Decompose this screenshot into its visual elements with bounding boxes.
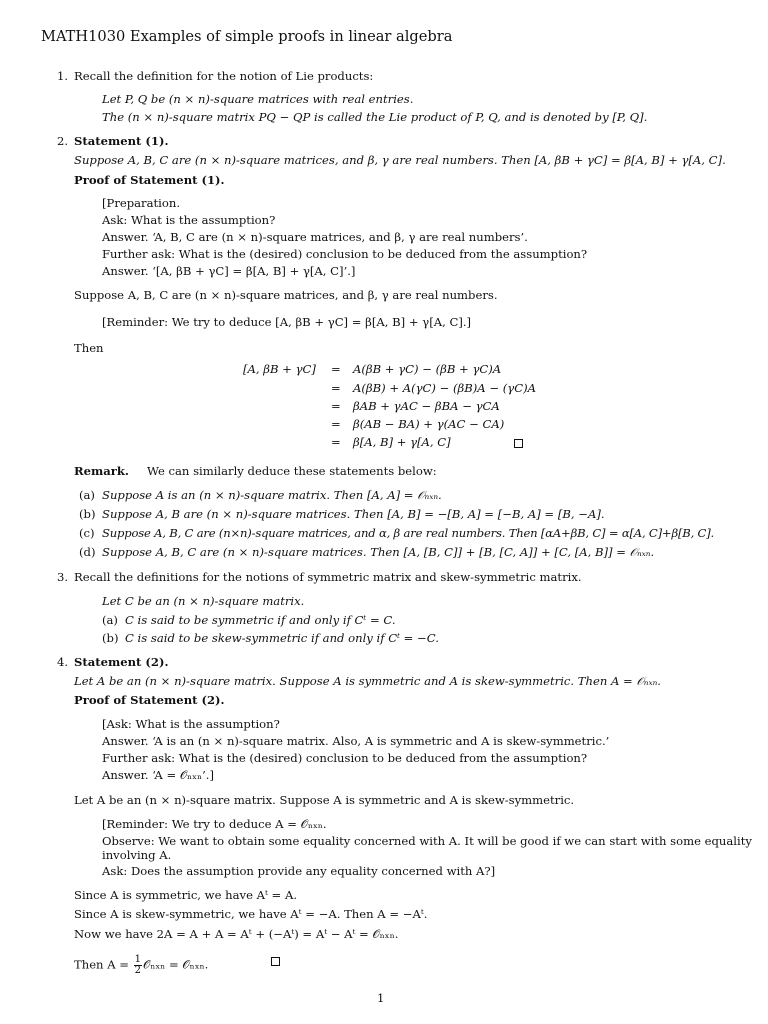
fraction-numerator: 1: [134, 954, 142, 965]
item1-intro: Recall the definition for the notion of Lie products:: [74, 69, 374, 83]
equation-rhs-line: βAB + γAC − βBA − γCA: [353, 399, 500, 413]
lie-definition-line-2: The (n × n)-square matrix PQ − QP is called the Lie product of P, Q, and is denoted by [P, Q].: [102, 110, 648, 124]
preparation-line: Answer. ‘A is an (n × n)-square matrix. Also, A is symmetric and A is skew-symmetric.’: [102, 734, 610, 748]
then-prefix: Then A =: [74, 957, 133, 972]
proof-1-then: Then: [74, 341, 104, 355]
qed-square-icon: [271, 957, 280, 966]
proof-1-suppose: Suppose A, B, C are (n × n)-square matrices, and β, γ are real numbers.: [74, 288, 498, 302]
page-title: MATH1030 Examples of simple proofs in linear algebra: [41, 28, 453, 45]
definition-skew-symmetric: C is said to be skew-symmetric if and only if Cᵗ = −C.: [125, 631, 439, 645]
proof-2-since-skew: Since A is skew-symmetric, we have Aᵗ = −A. Then A = −Aᵗ.: [74, 907, 428, 921]
item3-intro: Recall the definitions for the notions of symmetric matrix and skew-symmetric matrix.: [74, 570, 582, 584]
preparation-line: [Ask: What is the assumption?: [102, 717, 280, 731]
page-number: 1: [377, 991, 385, 1005]
item-number: 2.: [57, 134, 69, 148]
preparation-line: Answer. ‘[A, βB + γC] = β[A, B] + γ[A, C]’.]: [102, 264, 356, 278]
remark-label: (d): [79, 545, 96, 559]
equation-rhs-line: A(βB) + A(γC) − (βB)A − (γC)A: [353, 381, 536, 395]
equation-rhs-line: β(AB − BA) + γ(AC − CA): [353, 417, 505, 431]
reminder-line: Observe: We want to obtain some equality concerned with A. It will be good if we can start with some equality: [102, 834, 752, 848]
proof-2-heading: Proof of Statement (2).: [74, 693, 225, 707]
remark-text: We can similarly deduce these statements below:: [147, 464, 437, 478]
item3-let: Let C be an (n × n)-square matrix.: [102, 594, 305, 608]
equation-equals: =: [331, 362, 341, 376]
reminder-line: involving A.: [102, 848, 172, 862]
equation-equals: =: [331, 435, 341, 449]
item-number: 3.: [57, 570, 69, 584]
reminder-line: Ask: Does the assumption provide any equality concerned with A?]: [102, 864, 496, 878]
equation-rhs-line: A(βB + γC) − (βB + γC)A: [353, 362, 502, 376]
fraction-denominator: 2: [134, 965, 142, 976]
statement-1-heading: Statement (1).: [74, 134, 169, 148]
equation-equals: =: [331, 399, 341, 413]
statement-2-heading: Statement (2).: [74, 655, 169, 669]
proof-2-let: Let A be an (n × n)-square matrix. Suppose A is symmetric and A is skew-symmetric.: [74, 793, 575, 807]
item-number: 1.: [57, 69, 69, 83]
then-suffix: 𝒪ₙₓₙ = 𝒪ₙₓₙ.: [143, 957, 209, 972]
equation-lhs: [A, βB + γC]: [243, 362, 316, 376]
remark-item: Suppose A, B are (n × n)-square matrices. Then [A, B] = −[B, A] = [−B, A] = [B, −A].: [102, 507, 605, 521]
preparation-line: [Preparation.: [102, 196, 181, 210]
equation-equals: =: [331, 417, 341, 431]
equation-rhs-line: β[A, B] + γ[A, C]: [353, 435, 451, 449]
remark-heading: Remark.: [74, 464, 129, 478]
proof-2-then: [74, 955, 208, 976]
proof-1-reminder: [Reminder: We try to deduce [A, βB + γC] = β[A, B] + γ[A, C].]: [102, 315, 472, 329]
remark-label: (a): [79, 488, 95, 502]
proof-2-since-symmetric: Since A is symmetric, we have Aᵗ = A.: [74, 888, 297, 902]
proof-2-now: Now we have 2A = A + A = Aᵗ + (−Aᵗ) = Aᵗ − Aᵗ = 𝒪ₙₓₙ.: [74, 927, 399, 941]
remark-item: Suppose A, B, C are (n × n)-square matrices. Then [A, [B, C]] + [B, [C, A]] + [C, [A, B]] = 𝒪ₙₓₙ.: [102, 545, 655, 559]
lie-definition-line-1: Let P, Q be (n × n)-square matrices with real entries.: [102, 92, 414, 106]
qed-square-icon: [514, 439, 523, 448]
statement-2-text: Let A be an (n × n)-square matrix. Suppose A is symmetric and A is skew-symmetric. Then A = 𝒪ₙₓₙ.: [74, 674, 661, 688]
item-number: 4.: [57, 655, 69, 669]
statement-1-text: Suppose A, B, C are (n × n)-square matrices, and β, γ are real numbers. Then [A, βB + γC] = β[A, B] + γ[A, C].: [74, 153, 726, 167]
remark-label: (c): [79, 526, 95, 540]
remark-item: Suppose A, B, C are (n×n)-square matrices, and α, β are real numbers. Then [αA+βB, C] = α[A, C]+β[B, C].: [102, 526, 715, 540]
preparation-line: Further ask: What is the (desired) conclusion to be deduced from the assumption?: [102, 247, 588, 261]
definition-label: (b): [102, 631, 119, 645]
reminder-line: [Reminder: We try to deduce A = 𝒪ₙₓₙ.: [102, 817, 327, 831]
definition-symmetric: C is said to be symmetric if and only if Cᵗ = C.: [125, 613, 396, 627]
preparation-line: Answer. ‘A, B, C are (n × n)-square matrices, and β, γ are real numbers’.: [102, 230, 528, 244]
preparation-line: Answer. ‘A = 𝒪ₙₓₙ’.]: [102, 768, 215, 782]
fraction: [134, 955, 142, 976]
preparation-line: Further ask: What is the (desired) conclusion to be deduced from the assumption?: [102, 751, 588, 765]
definition-label: (a): [102, 613, 118, 627]
preparation-line: Ask: What is the assumption?: [102, 213, 276, 227]
proof-1-heading: Proof of Statement (1).: [74, 173, 225, 187]
equation-equals: =: [331, 381, 341, 395]
remark-item: Suppose A is an (n × n)-square matrix. Then [A, A] = 𝒪ₙₓₙ.: [102, 488, 442, 502]
remark-label: (b): [79, 507, 96, 521]
